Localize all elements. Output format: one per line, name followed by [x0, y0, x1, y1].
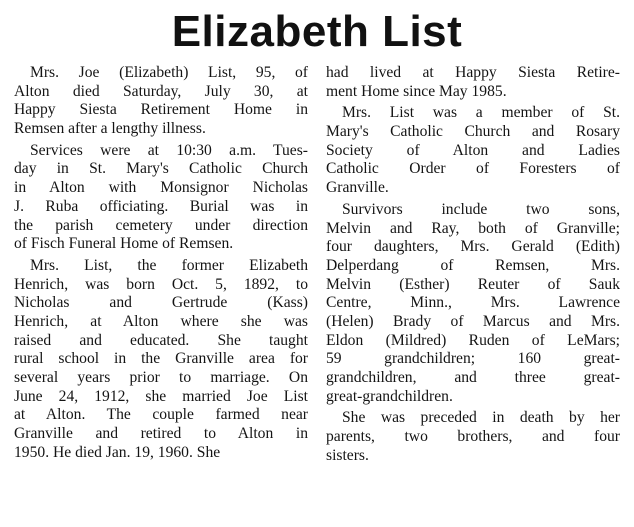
text-line: Henrich, was born Oct. 5, 1892, to: [14, 275, 308, 293]
paragraph: [326, 64, 620, 101]
text-line: of Fisch Funeral Home of Remsen.: [14, 235, 234, 253]
text-line: in Alton with Monsignor Nicholas: [14, 179, 308, 197]
left-column: [14, 64, 308, 462]
text-line: day in St. Mary's Catholic Church: [14, 160, 308, 178]
text-line: the parish cemetery under direction: [14, 216, 308, 234]
text-line: Mrs. List was a member of St.: [342, 104, 620, 122]
text-line: Catholic Order of Foresters of: [326, 160, 620, 178]
paragraph: [326, 104, 620, 197]
paragraph: [14, 142, 308, 254]
text-line: 59 grandchildren; 160 great-: [326, 350, 620, 368]
text-line: Melvin and Ray, both of Granville;: [326, 219, 620, 237]
text-line: J. Ruba officiating. Burial was in: [14, 197, 308, 215]
paragraph: [14, 257, 308, 463]
text-line: Henrich, at Alton where she was: [14, 312, 308, 330]
text-line: Eldon (Mildred) Ruden of LeMars;: [326, 331, 620, 349]
text-line: Alton died Saturday, July 30, at: [14, 82, 308, 100]
text-line: parents, two brothers, and four: [326, 428, 620, 446]
text-line: Society of Alton and Ladies: [326, 141, 620, 159]
text-line: June 24, 1912, she married Joe List: [14, 387, 308, 405]
text-line: Mrs. Joe (Elizabeth) List, 95, of: [30, 64, 308, 81]
text-line: great-grandchildren.: [326, 387, 453, 405]
text-line: four daughters, Mrs. Gerald (Edith): [326, 238, 620, 256]
paragraph: [326, 409, 620, 465]
text-line: Services were at 10:30 a.m. Tues-: [30, 141, 308, 159]
paragraph: [326, 201, 620, 407]
text-line: (Helen) Brady of Marcus and Mrs.: [326, 312, 620, 330]
paragraph: [14, 64, 308, 139]
text-line: Granville and retired to Alton in: [14, 425, 308, 443]
text-line: Mrs. List, the former Elizabeth: [30, 256, 308, 274]
text-line: Delperdang of Remsen, Mrs.: [326, 256, 620, 274]
text-line: several years prior to marriage. On: [14, 369, 308, 386]
text-line: Centre, Minn., Mrs. Lawrence: [326, 294, 620, 312]
text-line: Granville.: [326, 179, 389, 197]
text-line: Melvin (Esther) Reuter of Sauk: [326, 275, 620, 293]
text-line: grandchildren, and three great-: [326, 369, 620, 386]
text-line: She was preceded in death by her: [342, 409, 620, 427]
right-column: [326, 64, 620, 465]
text-line: ment Home since May 1985.: [326, 82, 507, 100]
text-line: at Alton. The couple farmed near: [14, 406, 308, 424]
text-line: Nicholas and Gertrude (Kass): [14, 294, 308, 312]
text-line: Mary's Catholic Church and Rosary: [326, 123, 620, 141]
headline: Elizabeth List: [171, 7, 463, 56]
text-line: 1950. He died Jan. 19, 1960. She: [14, 443, 221, 461]
text-line: raised and educated. She taught: [14, 331, 308, 349]
text-line: Remsen after a lengthy illness.: [14, 120, 206, 138]
text-line: had lived at Happy Siesta Retire-: [326, 64, 620, 81]
text-line: Happy Siesta Retirement Home in: [14, 101, 308, 119]
text-line: rural school in the Granville area for: [14, 350, 308, 368]
text-line: sisters.: [326, 446, 369, 464]
text-line: Survivors include two sons,: [342, 200, 620, 218]
